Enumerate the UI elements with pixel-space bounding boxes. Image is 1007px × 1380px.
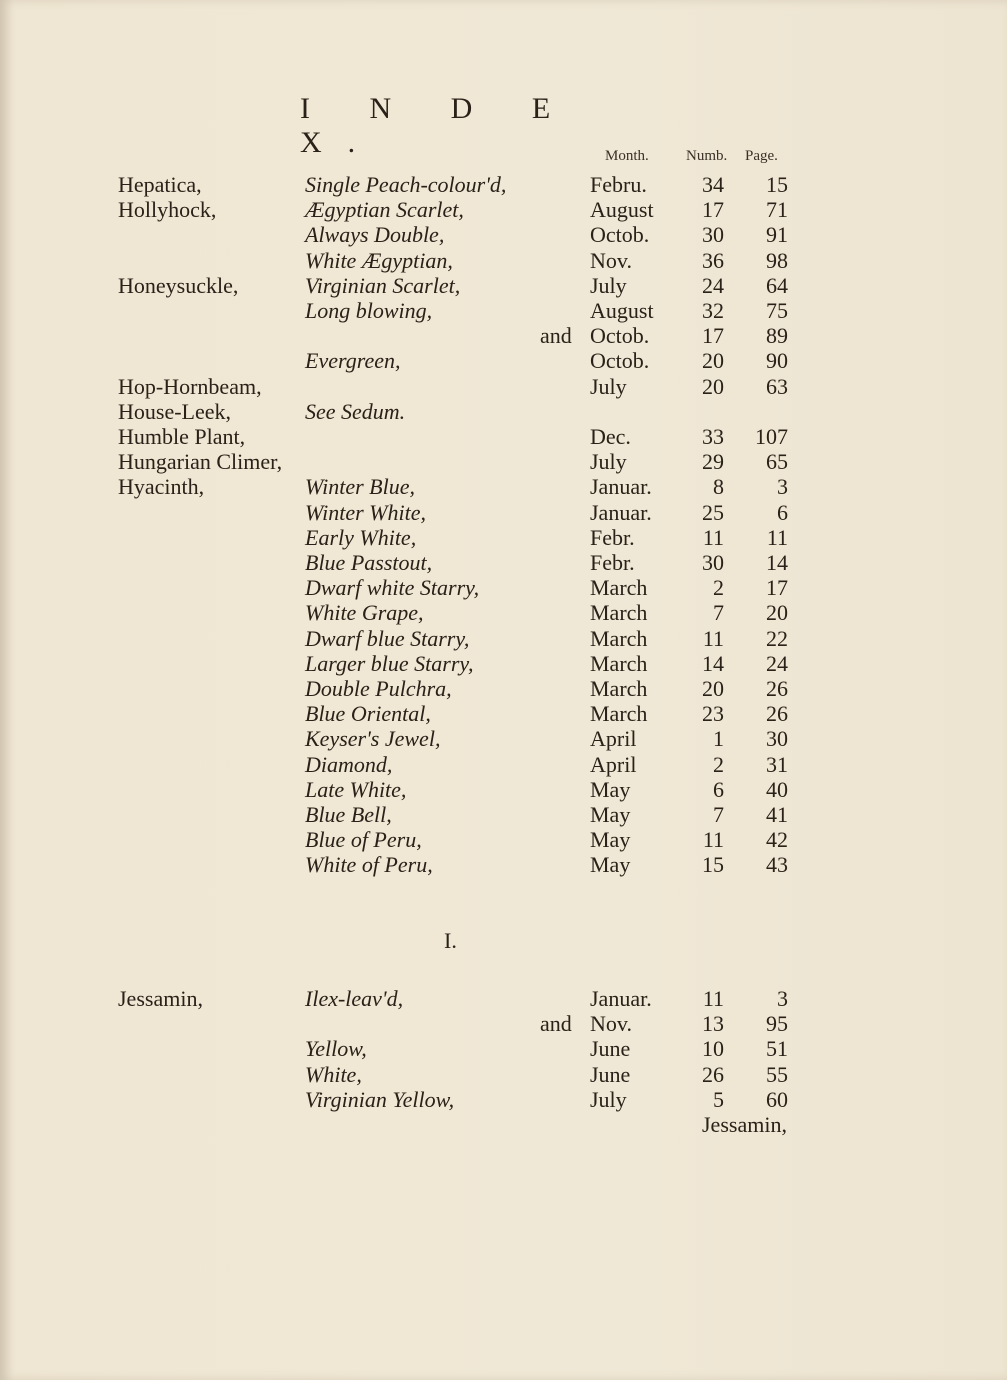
entry-page: 55 [766, 1061, 788, 1087]
entry-number: 2 [713, 751, 724, 777]
entry-month: March [590, 650, 648, 676]
entry-species: White Grape, [305, 600, 424, 626]
entry-month: March [590, 701, 648, 727]
entry-page: 60 [766, 1086, 788, 1112]
entry-species: Blue of Peru, [305, 827, 422, 853]
entry-page: 6 [777, 499, 788, 525]
entry-month: July [590, 272, 627, 298]
entry-number: 15 [702, 852, 724, 878]
index-entry-row [0, 449, 1007, 474]
entry-species: Winter White, [305, 499, 426, 525]
entry-month: Januar. [590, 499, 652, 525]
entry-page: 14 [766, 550, 788, 575]
entry-prefix: and [540, 1011, 572, 1037]
entry-page: 30 [766, 726, 788, 752]
entry-month: June [590, 1036, 631, 1062]
entry-species: White, [305, 1061, 362, 1087]
entry-month: Nov. [590, 1011, 632, 1037]
entry-species: Double Pulchra, [305, 676, 452, 701]
entry-page: 75 [766, 298, 788, 323]
index-entry-row [0, 474, 1007, 499]
entry-number: 20 [702, 676, 724, 701]
index-entry-row [0, 172, 1007, 197]
entry-species: Blue Oriental, [305, 701, 431, 727]
entry-number: 30 [702, 550, 724, 575]
entry-species: Ægyptian Scarlet, [305, 197, 464, 223]
entry-page: 43 [766, 852, 788, 878]
entry-page: 22 [766, 625, 788, 651]
index-entry-row [0, 986, 1007, 1011]
entry-number: 20 [702, 348, 724, 374]
entry-month: Octob. [590, 323, 650, 349]
entry-number: 2 [713, 575, 724, 601]
entry-number: 23 [702, 701, 724, 727]
entry-month: Febr. [590, 550, 635, 575]
index-entry-row [0, 1087, 1007, 1112]
entry-page: 3 [777, 986, 788, 1011]
index-entry-row [0, 777, 1007, 802]
index-entry-row [0, 726, 1007, 751]
index-entry-row [0, 1011, 1007, 1036]
entry-species: Blue Bell, [305, 802, 392, 827]
entry-month: Januar. [590, 474, 652, 500]
entry-species: See Sedum. [305, 398, 406, 424]
index-entry-row [0, 802, 1007, 827]
entry-species: Virginian Scarlet, [305, 272, 461, 298]
column-header-month: Month. [605, 148, 649, 164]
entry-page: 98 [766, 247, 788, 273]
entry-page: 42 [766, 827, 788, 853]
entry-month: May [590, 852, 631, 878]
entry-genus: Honeysuckle, [118, 272, 239, 298]
entry-genus: Jessamin, [118, 986, 203, 1011]
entry-page: 90 [766, 348, 788, 374]
index-entry-row [0, 298, 1007, 323]
entry-prefix: and [540, 323, 572, 349]
column-header-page: Page. [745, 148, 778, 164]
entry-species: Always Double, [305, 222, 445, 248]
entry-page: 31 [766, 751, 788, 777]
entry-month: July [590, 373, 627, 399]
entry-month: July [590, 1086, 627, 1112]
section-letter: I. [444, 928, 457, 953]
index-entry-row [0, 1036, 1007, 1061]
entry-page: 3 [777, 474, 788, 500]
entry-page: 11 [766, 524, 788, 550]
index-entry-row [0, 651, 1007, 676]
index-entry-row [0, 525, 1007, 550]
index-entry-row [0, 752, 1007, 777]
entry-number: 11 [702, 827, 724, 853]
index-entry-row [0, 575, 1007, 600]
index-entry-row [0, 827, 1007, 852]
entry-month: March [590, 676, 648, 701]
entry-species: Diamond, [305, 751, 393, 777]
index-entry-row [0, 500, 1007, 525]
column-header-numb: Numb. [686, 148, 728, 164]
entry-species: Winter Blue, [305, 474, 415, 500]
entry-month: May [590, 827, 631, 853]
entry-month: Febr. [590, 524, 635, 550]
entry-month: March [590, 600, 648, 626]
entry-page: 64 [766, 272, 788, 298]
index-entry-row [0, 626, 1007, 651]
entry-page: 17 [766, 575, 788, 601]
entry-number: 17 [702, 323, 724, 349]
entry-number: 7 [713, 802, 724, 827]
entry-page: 26 [766, 676, 788, 701]
entry-month: August [590, 298, 654, 323]
entry-month: Nov. [590, 247, 632, 273]
entry-species: Keyser's Jewel, [305, 726, 441, 752]
entry-number: 10 [702, 1036, 724, 1062]
entry-page: 15 [766, 172, 788, 197]
index-entry-row [0, 248, 1007, 273]
index-entry-row [0, 399, 1007, 424]
entry-number: 5 [713, 1086, 724, 1112]
entry-page: 89 [766, 323, 788, 349]
entry-species: White of Peru, [305, 852, 433, 878]
entry-month: May [590, 802, 631, 827]
entry-number: 26 [702, 1061, 724, 1087]
entry-month: May [590, 776, 631, 802]
index-entry-row [0, 273, 1007, 298]
entry-month: April [590, 751, 637, 777]
page-title: I N D E X. [300, 92, 577, 159]
entry-number: 25 [702, 499, 724, 525]
entry-month: Dec. [590, 424, 631, 449]
entry-genus: House-Leek, [118, 398, 232, 424]
index-entry-row [0, 852, 1007, 877]
entry-month: August [590, 197, 654, 223]
entry-page: 40 [766, 776, 788, 802]
entry-page: 26 [766, 701, 788, 727]
index-entry-row [0, 676, 1007, 701]
entry-species: White Ægyptian, [305, 247, 453, 273]
entry-number: 14 [702, 650, 724, 676]
entry-species: Yellow, [305, 1036, 367, 1062]
entry-number: 8 [713, 474, 724, 500]
index-entry-row [0, 197, 1007, 222]
index-entry-row [0, 323, 1007, 348]
entry-page: 65 [766, 449, 788, 475]
entry-number: 11 [702, 986, 724, 1011]
entry-page: 71 [766, 197, 788, 223]
entry-number: 6 [713, 776, 724, 802]
entry-species: Dwarf blue Starry, [305, 625, 470, 651]
index-entry-row [0, 222, 1007, 247]
entry-page: 51 [766, 1036, 788, 1062]
entry-month: Januar. [590, 986, 652, 1011]
entry-species: Evergreen, [305, 348, 401, 374]
entry-number: 11 [702, 625, 724, 651]
index-entry-row [0, 600, 1007, 625]
entry-page: 24 [766, 650, 788, 676]
entry-genus: Hepatica, [118, 172, 202, 197]
entry-species: Early White, [305, 524, 417, 550]
entry-month: Octob. [590, 222, 650, 248]
index-entry-row [0, 1062, 1007, 1087]
entry-genus: Hungarian Climer, [118, 449, 283, 475]
entry-number: 30 [702, 222, 724, 248]
entry-number: 13 [702, 1011, 724, 1037]
entry-number: 24 [702, 272, 724, 298]
entry-number: 7 [713, 600, 724, 626]
entry-species: Dwarf white Starry, [305, 575, 480, 601]
entry-species: Ilex-leav'd, [305, 986, 404, 1011]
entry-page: 95 [766, 1011, 788, 1037]
entry-number: 1 [713, 726, 724, 752]
entry-month: Octob. [590, 348, 650, 374]
entry-number: 20 [702, 373, 724, 399]
index-entry-row [0, 348, 1007, 373]
entry-page: 63 [766, 373, 788, 399]
entry-page: 20 [766, 600, 788, 626]
entry-species: Blue Passtout, [305, 550, 433, 575]
entry-month: March [590, 625, 648, 651]
index-entry-row [0, 424, 1007, 449]
index-entry-row [0, 701, 1007, 726]
entry-species: Late White, [305, 776, 407, 802]
entry-number: 11 [702, 524, 724, 550]
entry-number: 29 [702, 449, 724, 475]
index-entry-row [0, 374, 1007, 399]
entry-species: Virginian Yellow, [305, 1086, 455, 1112]
entry-number: 32 [702, 298, 724, 323]
entry-species: Single Peach-colour'd, [305, 172, 507, 197]
entry-number: 33 [702, 424, 724, 449]
entry-month: Febru. [590, 172, 647, 197]
catchword: Jessamin, [702, 1112, 787, 1137]
entry-number: 34 [702, 172, 724, 197]
entry-species: Long blowing, [305, 298, 433, 323]
entry-month: July [590, 449, 627, 475]
entry-number: 17 [702, 197, 724, 223]
entry-page: 41 [766, 802, 788, 827]
entry-page: 107 [755, 424, 788, 449]
entry-genus: Hollyhock, [118, 197, 217, 223]
index-entry-row [0, 550, 1007, 575]
entry-page: 91 [766, 222, 788, 248]
entry-month: June [590, 1061, 631, 1087]
entry-month: April [590, 726, 637, 752]
entry-genus: Humble Plant, [118, 424, 246, 449]
entry-species: Larger blue Starry, [305, 650, 474, 676]
entry-genus: Hop-Hornbeam, [118, 373, 262, 399]
entry-number: 36 [702, 247, 724, 273]
entry-genus: Hyacinth, [118, 474, 205, 500]
entry-month: March [590, 575, 648, 601]
